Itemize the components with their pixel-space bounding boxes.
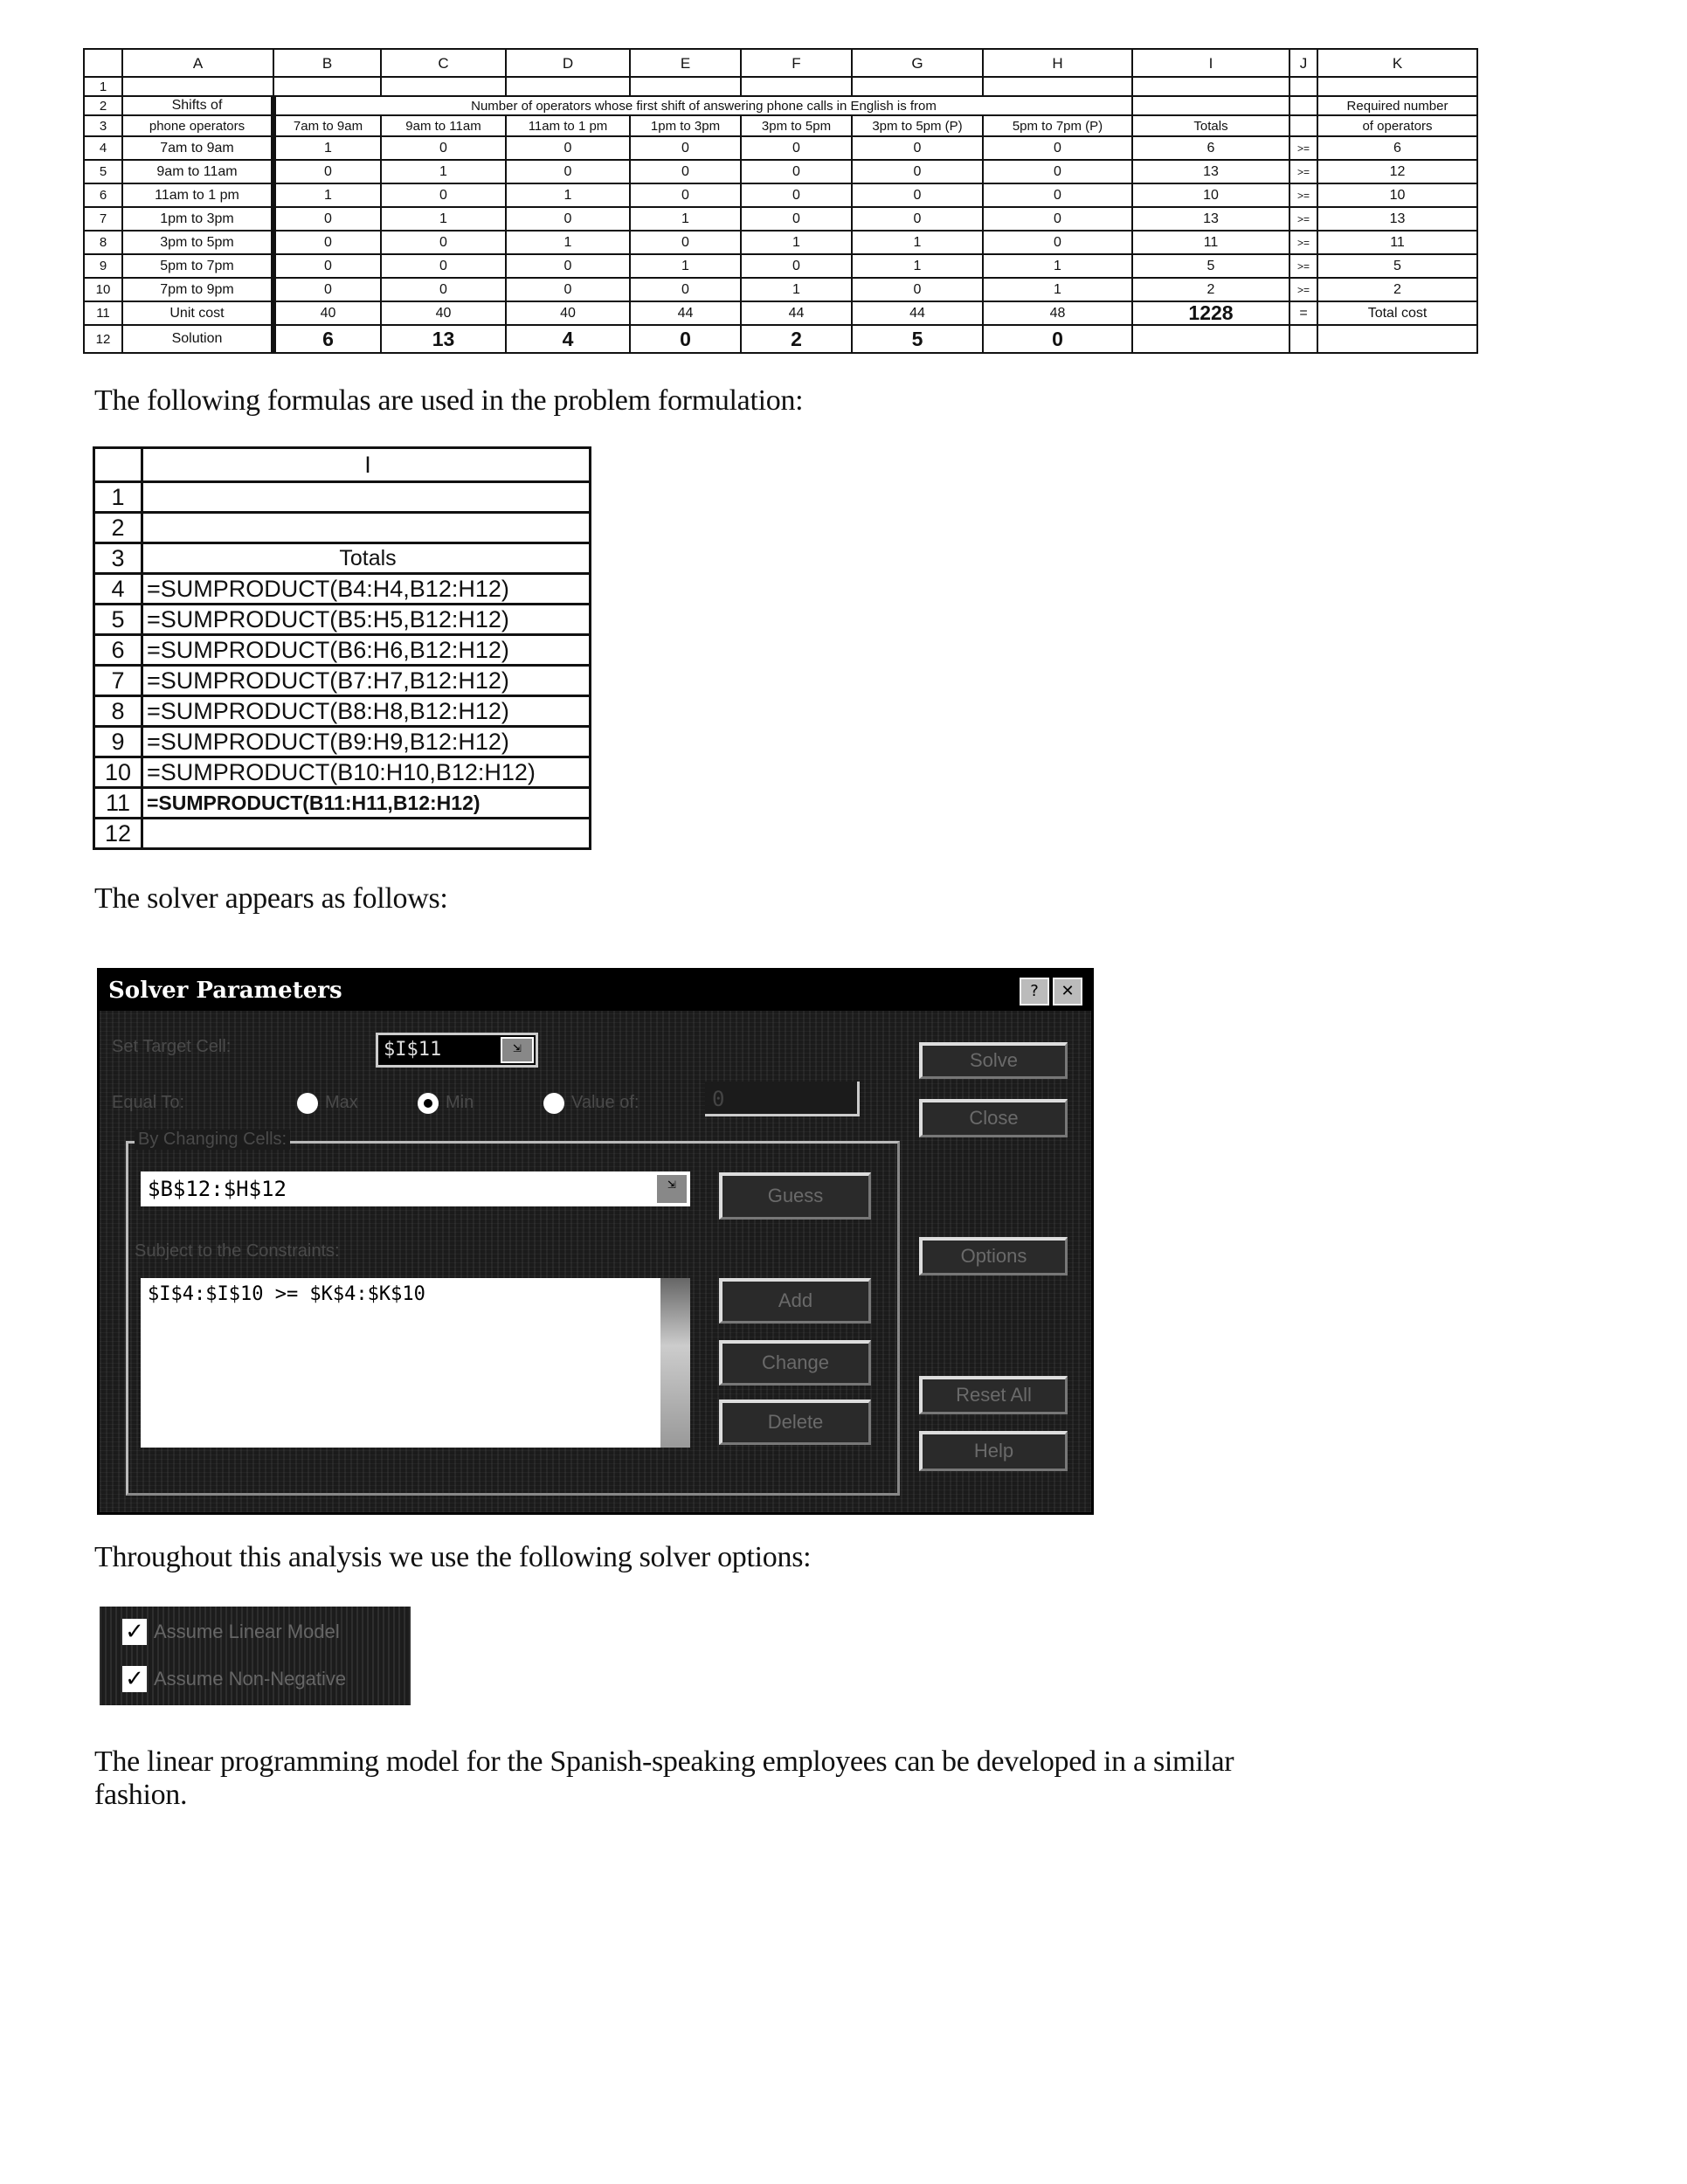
solution-value: 13 [381,325,506,353]
target-cell-value: $I$11 [384,1039,442,1061]
help-button[interactable]: Help [919,1431,1068,1471]
solution-value: 5 [852,325,983,353]
row-number: 12 [94,819,142,849]
row-number: 2 [84,96,122,115]
coefficient-cell: 0 [741,207,852,231]
solver-intro: The solver appears as follows: [94,882,448,915]
coefficient-cell: 0 [852,207,983,231]
collapse-dialog-icon[interactable]: ⇲ [655,1173,688,1205]
column-header: K [1317,49,1477,77]
constraint-sign: >= [1289,278,1317,301]
column-header: C [381,49,506,77]
total-cell: 13 [1132,160,1289,183]
options-button[interactable]: Options [919,1237,1068,1275]
sheet-row [84,115,1477,136]
coefficient-cell: 0 [983,231,1132,254]
coefficient-cell: 0 [630,160,741,183]
coefficient-cell: 1 [381,207,506,231]
column-header: D [506,49,630,77]
formula-cell: =SUMPRODUCT(B4:H4,B12:H12) [142,574,591,605]
dialog-title: Solver Parameters [108,978,342,1004]
coefficient-cell: 0 [630,136,741,160]
option-label: Assume Non-Negative [154,1668,347,1690]
coefficient-cell: 0 [273,160,381,183]
solver-options-panel [100,1607,411,1705]
solution-value: 0 [983,325,1132,353]
coefficient-cell: 1 [630,254,741,278]
required-cell: 12 [1317,160,1477,183]
row-number: 5 [84,160,122,183]
required-cell: 11 [1317,231,1477,254]
row-number: 8 [84,231,122,254]
constraint-row [84,160,1477,183]
unit-cost-row [84,301,1477,325]
total-cell: 13 [1132,207,1289,231]
coefficient-cell: 0 [273,207,381,231]
coefficient-cell: 1 [852,254,983,278]
total-cost-sign: = [1289,301,1317,325]
row-number: 2 [94,513,142,543]
formula-cell: =SUMPRODUCT(B7:H7,B12:H12) [142,666,591,696]
unit-cost: 44 [630,301,741,325]
row-number: 6 [94,635,142,666]
constraint-sign: >= [1289,160,1317,183]
total-cell: 2 [1132,278,1289,301]
changing-cells-value: $B$12:$H$12 [148,1177,287,1201]
coefficient-cell: 0 [381,183,506,207]
column-header: F [741,49,852,77]
constraints-label: Subject to the Constraints: [135,1241,340,1261]
column-header: J [1289,49,1317,77]
row-number: 4 [94,574,142,605]
coefficient-cell: 0 [273,254,381,278]
change-button[interactable]: Change [719,1340,871,1386]
value-of-input[interactable] [705,1082,860,1116]
coefficient-cell: 0 [852,160,983,183]
sheet-row [84,77,1477,96]
coefficient-cell: 1 [983,278,1132,301]
row-number: 3 [94,543,142,574]
solution-value: 2 [741,325,852,353]
row-number: 4 [84,136,122,160]
coefficient-cell: 0 [741,183,852,207]
close-button[interactable]: Close [919,1099,1068,1137]
formula-cell: =SUMPRODUCT(B9:H9,B12:H12) [142,727,591,757]
shift-label: 9am to 11am [122,160,273,183]
help-icon[interactable]: ? [1020,978,1049,1006]
formula-cell: =SUMPRODUCT(B8:H8,B12:H12) [142,696,591,727]
min-label: Min [446,1093,474,1112]
row-number: 9 [94,727,142,757]
phone-operators-label: phone operators [122,115,273,136]
constraint-sign: >= [1289,136,1317,160]
changing-cells-input[interactable] [141,1171,690,1206]
coefficient-cell: 1 [852,231,983,254]
shift-header: 5pm to 7pm (P) [983,115,1132,136]
formula-cell: =SUMPRODUCT(B5:H5,B12:H12) [142,605,591,635]
coefficient-cell: 0 [983,136,1132,160]
reset-all-button[interactable]: Reset All [919,1376,1068,1414]
coefficient-cell: 0 [983,207,1132,231]
row-number: 3 [84,115,122,136]
column-header: B [273,49,381,77]
row-number: 5 [94,605,142,635]
set-target-label: Set Target Cell: [112,1037,232,1056]
coefficient-cell: 0 [741,160,852,183]
row-number: 6 [84,183,122,207]
formula-cell: =SUMPRODUCT(B10:H10,B12:H12) [142,757,591,788]
corner-cell [84,49,122,77]
coefficient-cell: 1 [983,254,1132,278]
sheet-row [84,96,1477,115]
constraint-item[interactable]: $I$4:$I$10 >= $K$4:$K$10 [148,1283,425,1305]
constraint-row [84,254,1477,278]
coefficient-cell: 0 [983,160,1132,183]
unit-cost-label: Unit cost [122,301,273,325]
value-of-value: 0 [712,1087,725,1111]
collapse-dialog-icon[interactable]: ⇲ [501,1037,534,1063]
add-button[interactable]: Add [719,1278,871,1324]
constraint-row [84,183,1477,207]
shift-header: 3pm to 5pm [741,115,852,136]
required-header-1: Required number [1317,96,1477,115]
row-number: 7 [94,666,142,696]
shift-header: 7am to 9am [273,115,381,136]
unit-cost: 48 [983,301,1132,325]
unit-cost: 40 [381,301,506,325]
shift-label: 11am to 1 pm [122,183,273,207]
row-number: 1 [94,482,142,513]
delete-button[interactable]: Delete [719,1400,871,1445]
constraint-row [84,207,1477,231]
constraints-list[interactable] [141,1278,690,1448]
required-cell: 10 [1317,183,1477,207]
unit-cost: 40 [273,301,381,325]
column-header: A [122,49,273,77]
row-number: 9 [84,254,122,278]
coefficient-cell: 0 [506,254,630,278]
row-number: 10 [84,278,122,301]
checkbox-checked-icon[interactable]: ✓ [122,1619,147,1645]
coefficient-cell: 0 [381,254,506,278]
guess-button[interactable]: Guess [719,1172,871,1220]
value-of-label: Value of: [571,1093,640,1112]
shift-header: 3pm to 5pm (P) [852,115,983,136]
column-header-row [84,49,1477,77]
coefficient-cell: 1 [741,231,852,254]
coefficient-cell: 0 [852,136,983,160]
total-cost-label: Total cost [1317,301,1477,325]
option-assume-linear[interactable] [122,1617,340,1647]
column-header: I [1132,49,1289,77]
solution-value: 0 [630,325,741,353]
required-cell: 5 [1317,254,1477,278]
total-cell: 5 [1132,254,1289,278]
closing-paragraph: The linear programming model for the Spanish-speaking employees can be developed in a similar fashion. [94,1745,1234,1811]
total-cell: 6 [1132,136,1289,160]
max-radio[interactable] [297,1093,318,1114]
formula-cell: =SUMPRODUCT(B11:H11,B12:H12) [142,788,591,819]
coefficient-cell: 1 [741,278,852,301]
operator-schedule-sheet [83,48,1478,354]
constraint-sign: >= [1289,231,1317,254]
total-cell: 11 [1132,231,1289,254]
unit-cost: 40 [506,301,630,325]
close-icon[interactable]: ✕ [1053,978,1082,1006]
total-cell: 10 [1132,183,1289,207]
coefficient-cell: 0 [852,183,983,207]
row-number: 7 [84,207,122,231]
row-number: 12 [84,325,122,353]
required-header-2: of operators [1317,115,1477,136]
solution-value: 6 [273,325,381,353]
coefficient-cell: 1 [506,183,630,207]
required-cell: 2 [1317,278,1477,301]
column-header: E [630,49,741,77]
coefficient-cell: 0 [630,231,741,254]
required-cell: 6 [1317,136,1477,160]
coefficient-cell: 1 [630,207,741,231]
shift-label: 3pm to 5pm [122,231,273,254]
shift-header: 1pm to 3pm [630,115,741,136]
constraint-row [84,136,1477,160]
constraint-sign: >= [1289,183,1317,207]
formulas-intro: The following formulas are used in the problem formulation: [94,384,804,417]
coefficient-cell: 0 [381,278,506,301]
min-radio[interactable] [418,1093,439,1114]
totals-header: Totals [1132,115,1289,136]
option-assume-non-negative[interactable] [122,1664,346,1694]
option-label: Assume Linear Model [154,1621,340,1642]
coefficient-cell: 0 [630,183,741,207]
shift-label: 7pm to 9pm [122,278,273,301]
row-number: 11 [94,788,142,819]
column-header: G [852,49,983,77]
required-cell: 13 [1317,207,1477,231]
options-intro: Throughout this analysis we use the following solver options: [94,1541,812,1573]
shift-label: 5pm to 7pm [122,254,273,278]
checkbox-checked-icon[interactable]: ✓ [122,1666,147,1692]
totals-cell: Totals [142,543,591,574]
formula-table [93,446,591,850]
unit-cost: 44 [741,301,852,325]
coefficient-cell: 0 [983,183,1132,207]
constraint-sign: >= [1289,254,1317,278]
unit-cost: 44 [852,301,983,325]
coefficient-cell: 0 [506,278,630,301]
total-cost-value: 1228 [1132,301,1289,325]
shift-label: 1pm to 3pm [122,207,273,231]
solution-value: 4 [506,325,630,353]
coefficient-cell: 0 [381,231,506,254]
target-cell-input[interactable] [376,1033,538,1068]
solution-row [84,325,1477,353]
coefficient-cell: 0 [273,231,381,254]
coefficient-cell: 0 [741,254,852,278]
shifts-label: Shifts of [122,96,273,115]
equal-to-label: Equal To: [112,1093,185,1112]
coefficient-cell: 1 [381,160,506,183]
coefficient-cell: 1 [506,231,630,254]
shift-label: 7am to 9am [122,136,273,160]
constraint-row [84,231,1477,254]
column-header: H [983,49,1132,77]
row-number: 8 [94,696,142,727]
coefficient-cell: 1 [273,183,381,207]
by-changing-label: By Changing Cells: [135,1130,290,1150]
title-bar [100,971,1091,1011]
row-number: 10 [94,757,142,788]
coefficient-cell: 0 [273,278,381,301]
coefficient-cell: 0 [506,207,630,231]
solver-parameters-dialog [97,968,1094,1515]
coefficient-cell: 0 [381,136,506,160]
column-header: I [142,448,591,482]
coefficient-cell: 0 [741,136,852,160]
shift-header: 9am to 11am [381,115,506,136]
constraint-row [84,278,1477,301]
solution-label: Solution [122,325,273,353]
coefficient-cell: 0 [852,278,983,301]
coefficient-cell: 1 [273,136,381,160]
row-number: 1 [84,77,122,96]
shift-header: 11am to 1 pm [506,115,630,136]
max-label: Max [325,1093,358,1112]
solve-button[interactable]: Solve [919,1042,1068,1079]
operators-header: Number of operators whose first shift of answering phone calls in English is from [273,96,1132,115]
formula-cell: =SUMPRODUCT(B6:H6,B12:H12) [142,635,591,666]
value-of-radio[interactable] [543,1093,564,1114]
coefficient-cell: 0 [506,160,630,183]
coefficient-cell: 0 [506,136,630,160]
row-number: 11 [84,301,122,325]
coefficient-cell: 0 [630,278,741,301]
constraint-sign: >= [1289,207,1317,231]
scrollbar[interactable] [660,1278,690,1448]
